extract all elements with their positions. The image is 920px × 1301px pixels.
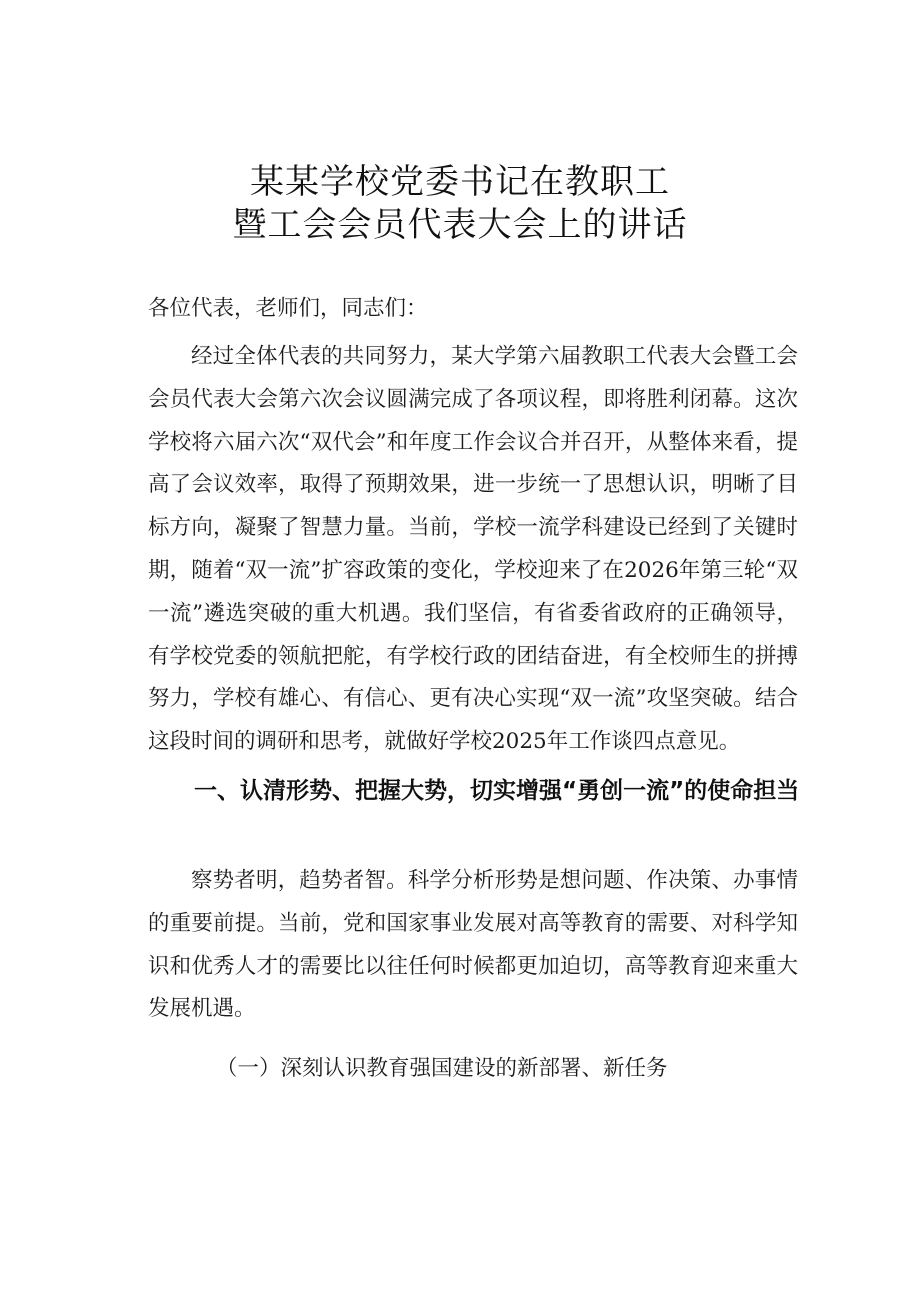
document-title-line-1: 某某学校党委书记在教职工	[250, 162, 670, 202]
section-one-paragraph: 察势者明，趋势者智。科学分析形势是想问题、作决策、办事情的重要前提。当前，党和国家事业发展对高等教育的需要、对科学知识和优秀人才的需要比以往任何时候都更加迫切，高等教育迎来重大发展机遇。	[148, 868, 798, 1022]
salutation: 各位代表，老师们，同志们：	[148, 296, 428, 321]
document-title-line-2: 暨工会会员代表大会上的讲话	[232, 205, 688, 245]
section-heading-one: 一、认清形势、把握大势，切实增强“勇创一流”的使命担当	[194, 778, 800, 804]
opening-paragraph: 经过全体代表的共同努力，某大学第六届教职工代表大会暨工会会员代表大会第六次会议圆满完成了各项议程，即将胜利闭幕。这次学校将六届六次“双代会”和年度工作会议合并召开，从整体来看，提高了会议效率，取得了预期效果，进一步统一了思想认识，明晰了目标方向，凝聚了智慧力量。当前，学校一流学科建设已经到了关键时期，随着“双一流”扩容政策的变化，学校迎来了在2026年第三轮“双一流”遴选突破的重大机遇。我们坚信，有省委省政府的正确领导，有学校党委的领航把舵，有学校行政的团结奋进，有全校师生的拼搏努力，学校有雄心、有信心、更有决心实现“双一流”攻坚突破。结合这段时间的调研和思考，就做好学校2025年工作谈四点意见。	[148, 344, 798, 755]
subsection-heading-one: （一）深刻认识教育强国建设的新部署、新任务	[216, 1056, 668, 1081]
